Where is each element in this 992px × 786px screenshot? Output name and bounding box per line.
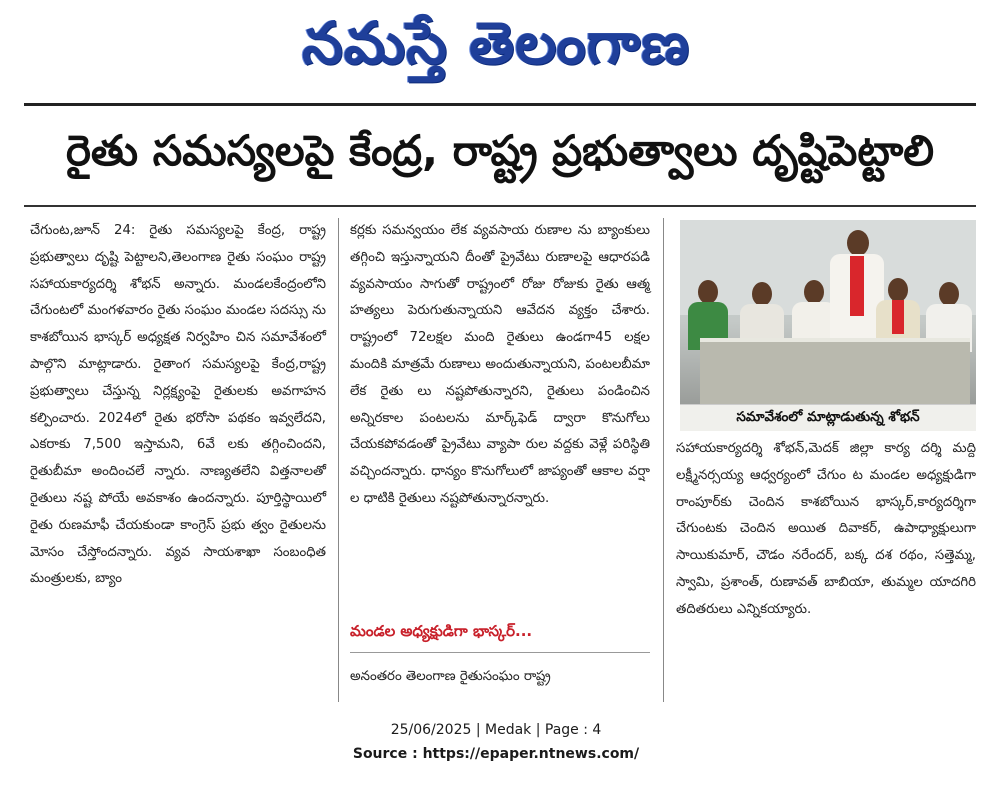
column-divider [663, 218, 664, 702]
masthead-rule [24, 103, 976, 106]
news-photo [680, 220, 976, 404]
photo-caption: సమావేశంలో మాట్లాడుతున్న శోభన్ [680, 404, 976, 431]
subheading-rule [350, 652, 650, 653]
masthead [0, 0, 992, 100]
headline-rule [24, 205, 976, 207]
article-column-1 [30, 218, 326, 593]
article-column-3 [676, 436, 976, 624]
newspaper-logo: నమస్తే తెలంగాణ [302, 8, 690, 77]
article-text: అనంతరం తెలంగాణ రైతుసంఘం రాష్ట్ర [350, 669, 551, 684]
article-text: సహాయకార్యదర్శి శోభన్,మెదక్ జిల్లా కార్య దర్శి మద్ది లక్ష్మీనర్సయ్య ఆధ్వర్యంలో చేగుం ట మండల అధ్యక్షుడిగా రాంపూర్‌కు చెందిన కాశబోయిన భాస్కర్,కార్యదర్శిగా చేగుంటకు చెందిన అయిత దివాకర్, ఉపాధ్యాక్షులుగా సాయికుమార్, చౌడం నరేందర్, బక్క దశ రథం, సత్తెమ్మ, స్వామి, ప్రశాంత్, రుణావత్ బాబియా, తుమ్మల యాదగిరి తదితరులు ఎన్నికయ్యారు. [676, 441, 976, 617]
article-column-2 [350, 218, 650, 513]
publication-info: 25/06/2025 | Medak | Page : 4 [390, 722, 602, 738]
article-text: చేగుంట,జూన్ 24: రైతు సమస్యలపై కేంద్ర, రాష్ట్ర ప్రభుత్వాలు దృష్టి పెట్టాలని,తెలంగాణ రైతు సంఘం రాష్ట్ర సహాయకార్యదర్శి శోభన్ అన్నారు. మండలకేంద్రంలోని చేగుంటలో మంగళవారం రైతు సంఘం మండల సదస్సు ను కాశబోయిన భాస్కర్ అధ్యక్షత నిర్వహిం చిన సమావేశంలో పాల్గొని మాట్లాడారు. రైతాంగ సమస్యలపై కేంద్ర,రాష్ట్ర ప్రభుత్వాలు చేస్తున్న నిర్లక్ష్యంపై రైతులకు అవగాహన కల్పించారు. 2024లో రైతు భరోసా పథకం ఇవ్వలేదని, ఎకరాకు 7,500 ఇస్తామని, 6వే లకు తగ్గించిందని, రైతుబీమా అందించలే న్నారు. నాణ్యతలేని విత్తనాలతో రైతులు నష్ట పోయే అవకాశం ఉందన్నారు. పూర్తిస్థాయిలో రైతు రుణమాఫీ చేయకుండా కాంగ్రెస్ ప్రభు త్వం రైతులను మోసం చేస్తోందన్నారు. వ్యవ సాయశాఖా సంబంధిత మంత్రులకు, బ్యాం [30, 223, 326, 587]
photo-table [700, 338, 970, 404]
article-headline: రైతు సమస్యలపై కేంద్ర, రాష్ట్ర ప్రభుత్వాలు దృష్టిపెట్టాలి [65, 126, 935, 175]
article-text: కర్లకు సమన్వయం లేక వ్యవసాయ రుణాల ను బ్యాంకులు తగ్గించి ఇస్తున్నాయని దీంతో ప్రైవేటు రుణాలపై ఆధారపడి వ్యవసాయం సాగుతో రాష్ట్రంలో రోజు రోజుకు రైతు ఆత్మ హత్యలు పెరుగుతున్నాయని ఆవేదన వ్యక్తం చేశారు. రాష్ట్రంలో 72లక్షల మంది రైతులు ఉండగా45 లక్షల మందికి మాత్రమే రుణాలు అందుతున్నాయని, పంటలబీమా లేక రైతు లు నష్టపోతున్నారని, రైతులు పండించిన అన్నిరకాల పంటలను మార్క్‌ఫెడ్ ద్వారా కొనుగోలు చేయకపోవడంతో ప్రైవేటు వ్యాపా రుల వద్దకు వెళ్లే పరిస్థితి వచ్చిందన్నారు. ధాన్యం కొనుగోలులో జాప్యంతో ఆకాల వర్షా ల ధాటికి రైతులు నష్టపోతున్నారన్నారు. [350, 223, 650, 506]
article-subheading: మండల అధ్యక్షుడిగా భాస్కర్... [350, 622, 533, 640]
source-link[interactable]: Source : https://epaper.ntnews.com/ [352, 746, 640, 762]
column-divider [338, 218, 339, 702]
